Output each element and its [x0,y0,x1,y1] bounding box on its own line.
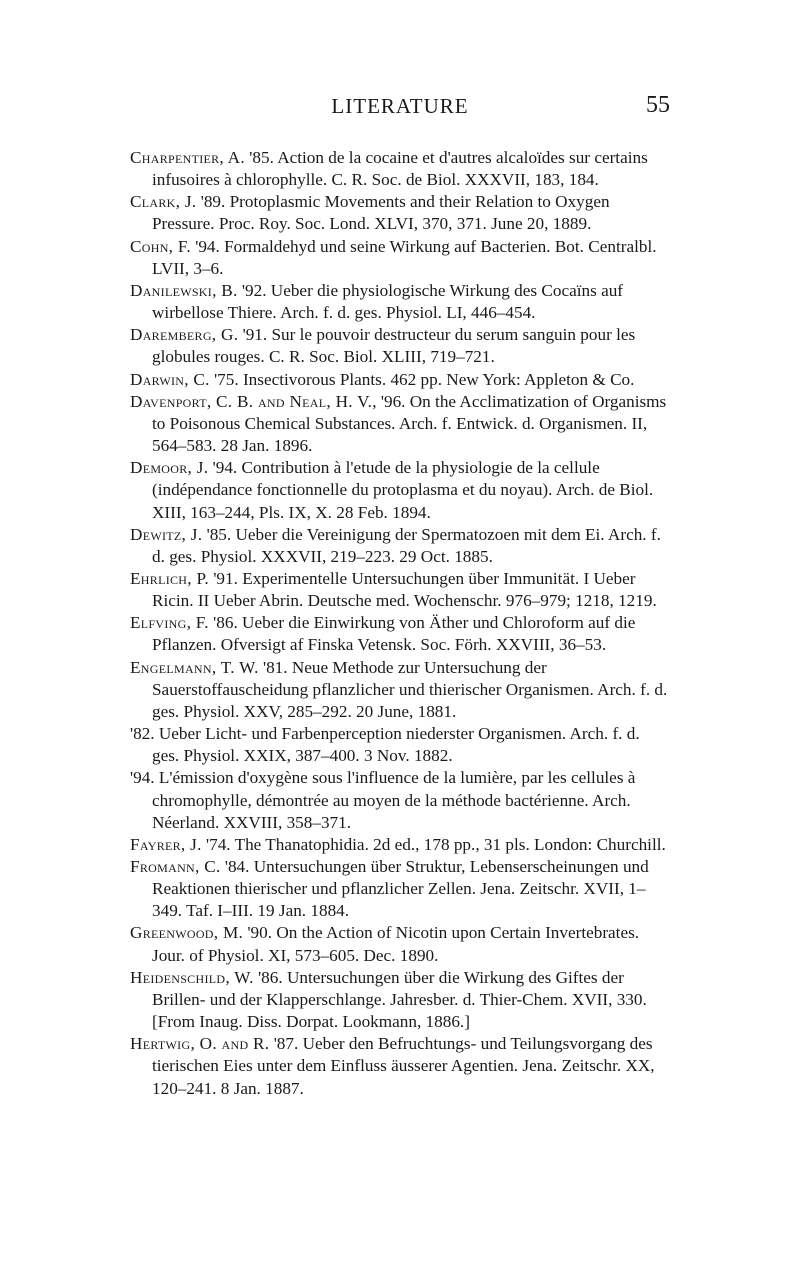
entry-text: '94. L'émission d'oxygène sous l'influence de la lumière, par les cellules à chromophylle, démontrée au moyen de la méthode bactérienne. Arch. Néerland. XXVIII, 358–371. [130,768,636,832]
entry-author: Fayrer, J. [130,834,202,854]
entry-author: Engelmann, T. W. [130,657,259,677]
entry-author: Demoor, J. [130,458,209,478]
entry-author: Clark, J. [130,192,197,212]
bibliography-entry [130,236,670,280]
entry-text: '82. Ueber Licht- und Farbenperception niederster Organismen. Arch. f. d. ges. Physiol. XXIX, 387–400. 3 Nov. 1882. [130,724,640,766]
bibliography-entry [130,767,670,833]
entry-text: '91. Sur le pouvoir destructeur du serum sanguin pour les globules rouges. C. R. Soc. Biol. XLIII, 719–721. [152,325,636,367]
entry-author: Greenwood, M. [130,923,244,943]
entry-text: '87. Ueber den Befruchtungs- und Teilungsvorgang des tierischen Eies unter dem Einfluss äusserer Agentien. Jena. Zeitschr. XX, 120–241. 8 Jan. 1887. [152,1034,655,1098]
bibliography-entry [130,612,670,656]
entry-text: '85. Ueber die Vereinigung der Spermatozoen mit dem Ei. Arch. f. d. ges. Physiol. XXXVII, 219–223. 29 Oct. 1885. [152,524,661,566]
bibliography-entry [130,324,670,368]
bibliography-entry [130,191,670,235]
entry-text: '85. Action de la cocaine et d'autres alcaloïdes sur certains infusoires à chlorophylle. C. R. Soc. de Biol. XXXVII, 183, 184. [152,148,648,190]
entry-author: Dewitz, J. [130,524,203,544]
entry-author: Daremberg, G. [130,325,239,345]
entry-text: '91. Experimentelle Untersuchungen über Immunität. I Ueber Ricin. II Ueber Abrin. Deutsche med. Wochenschr. 976–979; 1218, 1219. [152,568,657,611]
entry-text: '86. Untersuchungen über die Wirkung des Giftes der Brillen- und der Klapperschlange. Jahresber. d. Thier-Chem. XVII, 330. [From Inaug. Diss. Dorpat. Lookmann, 1886.] [152,967,647,1032]
bibliography-entry [130,457,670,523]
entry-author: Cohn, F. [130,236,191,256]
bibliography-list [130,147,670,1100]
entry-author: Darwin, C. [130,369,210,389]
entry-text: '81. Neue Methode zur Untersuchung der Sauerstoffauscheidung pflanzlicher und thierischer Organismen. Arch. f. d. ges. Physiol. XXV, 285–292. 20 June, 1881. [152,657,668,721]
entry-text: , '96. On the Acclimatization of Organisms to Poisonous Chemical Substances. Arch. f. Entwick. d. Organismen. II, 564–583. 28 Jan. 1896. [152,391,667,456]
entry-text: '74. The Thanatophidia. 2d ed., 178 pp., 31 pls. London: Churchill. [201,834,666,854]
bibliography-entry [130,922,670,966]
entry-text: '89. Protoplasmic Movements and their Relation to Oxygen Pressure. Proc. Roy. Soc. Lond. XLVI, 370, 371. June 20, 1889. [152,192,610,234]
bibliography-entry [130,657,670,723]
bibliography-entry [130,723,670,767]
entry-author: Danilewski, B. [130,280,238,300]
entry-text: '94. Formaldehyd und seine Wirkung auf Bacterien. Bot. Centralbl. LVII, 3–6. [152,236,657,278]
entry-text: '84. Untersuchungen über Struktur, Lebenserscheinungen und Reaktionen thierischer und pflanzlicher Zellen. Jena. Zeitschr. XVII, 1–349. Taf. I–III. 19 Jan. 1884. [152,857,649,921]
entry-text: '75. Insectivorous Plants. 462 pp. New York: Appleton & Co. [209,369,635,389]
running-title: LITERATURE [331,94,469,118]
bibliography-entry [130,856,670,922]
bibliography-entry [130,524,670,568]
page-header [0,94,800,124]
bibliography-entry [130,568,670,612]
entry-author: Fromann, C. [130,857,221,876]
entry-author: Heidenschild, W. [130,967,254,987]
entry-text: '94. Contribution à l'etude de la physiologie de la cellule (indépendance fonctionnelle du protoplasma et du noyau). Arch. de Biol. XIII, 163–244, Pls. IX, X. 28 Feb. 1894. [152,458,654,522]
bibliography-entry [130,391,670,457]
entry-text: '90. On the Action of Nicotin upon Certain Invertebrates. Jour. of Physiol. XI, 573–605. Dec. 1890. [152,923,640,965]
bibliography-entry [130,369,670,391]
entry-text: '92. Ueber die physiologische Wirkung des Cocaïns auf wirbellose Thiere. Arch. f. d. ges. Physiol. LI, 446–454. [152,280,624,323]
entry-author: Ehrlich, P. [130,568,210,588]
entry-author: Elfving, F. [130,613,209,633]
bibliography-entry [130,280,670,324]
bibliography-entry [130,147,670,191]
page-number: 55 [646,92,670,118]
bibliography-entry [130,1033,670,1099]
entry-author: Charpentier, A. [130,148,245,167]
bibliography-entry [130,834,670,856]
entry-author: Hertwig, O. and R. [130,1034,270,1054]
entry-text: '86. Ueber die Einwirkung von Äther und Chloroform auf die Pflanzen. Ofversigt af Finska Vetensk. Soc. Förh. XXVIII, 36–53. [152,613,636,655]
bibliography-entry [130,967,670,1033]
entry-author: Davenport, C. B. and Neal, H. V. [130,391,373,411]
